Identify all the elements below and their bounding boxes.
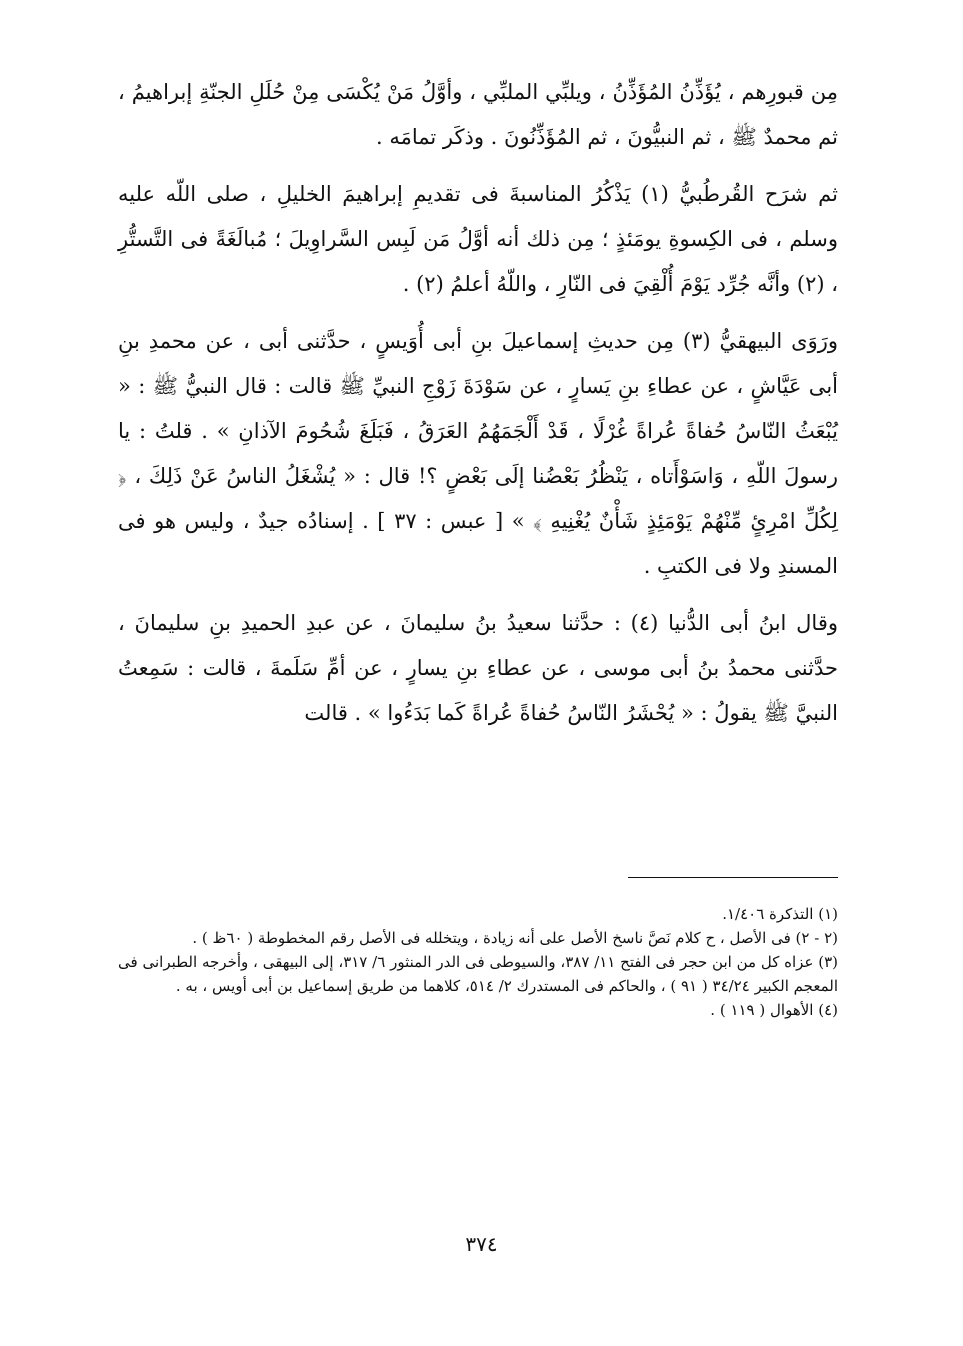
paragraph-3: ورَوَى البيهقيُّ (٣) مِن حديثِ إسماعيلَ بنِ أبى أُوَيسٍ ، حدَّثنى أبى ، عن محمدِ بنِ أبى عَيَّاشٍ ، عن عطاءِ بنِ يَسارٍ ، عن سَوْدَةَ زَوْجِ النبيِّ ﷺ قالت : قال النبيُّ ﷺ : « يُبْعَثُ النّاسُ حُفاةً عُراةً غُرْلًا ، قَدْ أَلْجَمَهُمُ العَرَقُ ، فَبَلَغَ شُحُومَ الآذانِ » . قلتُ : يا رسولَ اللّهِ ، وَاسَوْأَتاه ، يَنْظُرُ بَعْضُنا إلَى بَعْضٍ ؟! قال : « يُشْغَلُ الناسُ عَنْ ذَلِكَ ، ﴿ لِكُلِّ امْرِئٍ مِّنْهُمْ يَوْمَئِذٍ شَأْنٌ يُغْنِيهِ ﴾ » [ عبس : ٣٧ ] . إسنادُه جيدٌ ، وليس هو فى المسندِ ولا فى الكتبِ . (118, 329, 839, 578)
footnote-1: (١) التذكرة ١/٤٠٦. (722, 905, 838, 923)
page-number: ٣٧٤ (465, 1232, 498, 1256)
footnote-4: (٤) الأهوال ( ١١٩ ) . (710, 1001, 838, 1019)
main-text (118, 70, 838, 736)
footnote-2: (٢ - ٢) فى الأصل ، ح كلام نَصَّ ناسخ الأصل على أنه زيادة ، ويتخلله فى الأصل رقم المخطوطة ( ٦٠ظ ) . (192, 929, 838, 947)
paragraph-2: ثم شرَح القُرطُبيُّ (١) يَذْكُرُ المناسبةَ فى تقديمِ إبراهيمَ الخليلِ ، صلى اللّه عليه وسلم ، فى الكِسوةِ يومَئذٍ ؛ مِن ذلك أنه أوَّلُ مَن لَبِس السَّراوِيلَ ؛ مُبالَغَةً فى التَّستُّرِ ، (٢) وأنَّه جُرِّد يَوْمَ أُلْقِيَ فى النّارِ ، واللّهُ أعلمُ (٢) . (118, 182, 838, 296)
paragraph-4: وقال ابنُ أبى الدُّنيا (٤) : حدَّثنا سعيدُ بنُ سليمانَ ، عن عبدِ الحميدِ بنِ سليمانَ ، حدَّثنى محمدُ بنُ أبى موسى ، عن عطاءِ بنِ يسارٍ ، عن أمِّ سَلَمةَ ، قالت : سَمِعتُ النبيَّ ﷺ يقولُ : « يُحْشَرُ النّاسُ حُفاةً عُراةً كَما بَدَءُوا » . قالت (118, 611, 838, 725)
footnote-3: (٣) عزاه كل من ابن حجر فى الفتح ١١/ ٣٨٧، والسيوطى فى الدر المنثور ٦/ ٣١٧، إلى البيهقى ، وأخرجه الطبرانى فى المعجم الكبير ٣٤/٢٤ ( ٩١ ) ، والحاكم فى المستدرك ٢/ ٥١٤، كلاهما من طريق إسماعيل بن أبى أويس ، به . (118, 953, 838, 995)
footnotes (118, 902, 838, 1022)
footnote-separator (628, 877, 838, 878)
paragraph-1: مِن قبورِهم ، يُؤَذِّنُ المُؤَذِّنُ ، ويلبِّي الملبِّي ، وأوَّلُ مَنْ يُكْسَى مِنْ حُلَلِ الجنّةِ إبراهيمُ ، ثم محمدٌ ﷺ ، ثم النبيُّونَ ، ثم المُؤَذِّنُونَ . وذكَر تمامَه . (118, 80, 838, 149)
